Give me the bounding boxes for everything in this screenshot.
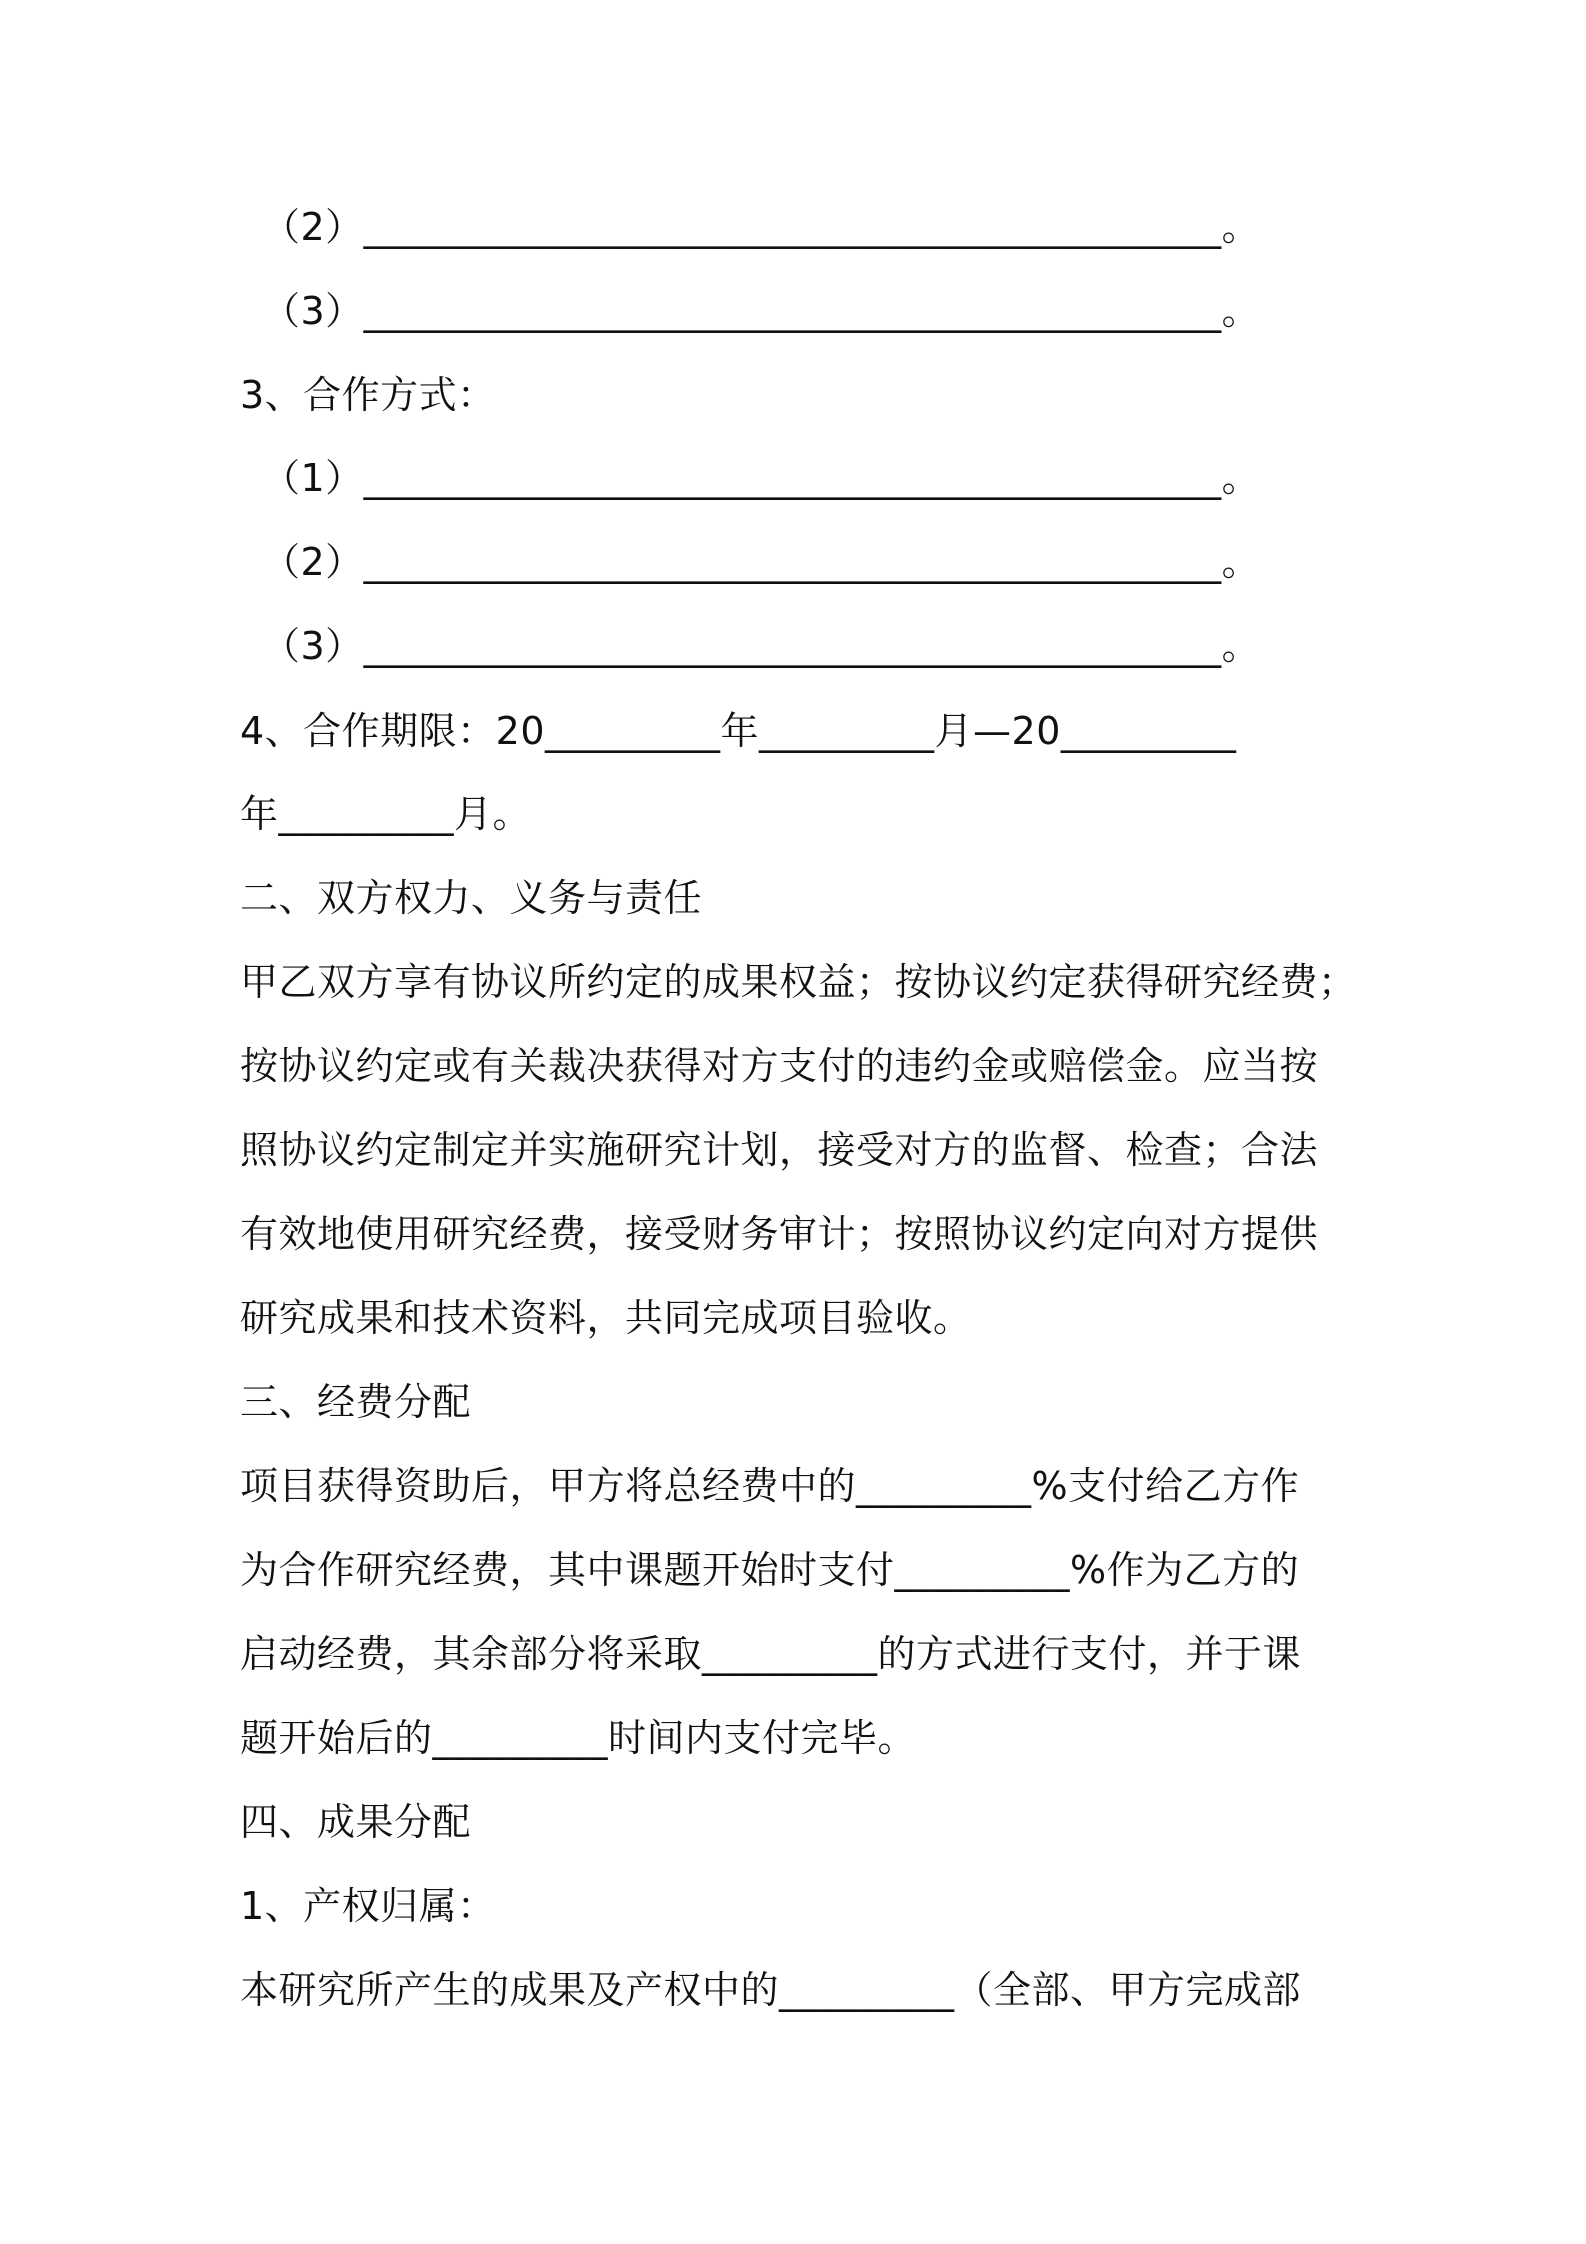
clause-2-item-3: （3）____________________________________________。 [262, 289, 1261, 333]
ownership-heading: 1、产权归属： [240, 1884, 496, 1928]
cooperation-method-heading: 3、合作方式： [240, 373, 496, 417]
ownership-paragraph-line-1: 本研究所产生的成果及产权中的_________（全部、甲方完成部 [240, 1968, 1302, 2012]
cooperation-period-line-1: 4、合作期限：20_________年_________月—20_________ [240, 709, 1237, 753]
cooperation-method-item-2: （2）____________________________________________。 [262, 540, 1261, 584]
section-3-heading: 三、经费分配 [240, 1380, 472, 1424]
section-3-paragraph-line-1: 项目获得资助后，甲方将总经费中的_________%支付给乙方作 [240, 1464, 1300, 1508]
section-2-paragraph-line-5: 研究成果和技术资料，共同完成项目验收。 [240, 1296, 972, 1340]
section-2-paragraph-line-3: 照协议约定制定并实施研究计划，接受对方的监督、检查；合法 [240, 1128, 1319, 1172]
section-2-paragraph-line-2: 按协议约定或有关裁决获得对方支付的违约金或赔偿金。应当按 [240, 1044, 1319, 1088]
section-2-heading: 二、双方权力、义务与责任 [240, 876, 703, 920]
cooperation-method-item-1: （1）____________________________________________。 [262, 456, 1261, 500]
cooperation-method-item-3: （3）____________________________________________。 [262, 624, 1261, 668]
section-4-heading: 四、成果分配 [240, 1800, 472, 1844]
clause-2-item-2: （2）____________________________________________。 [262, 205, 1261, 249]
section-2-paragraph-line-1: 甲乙双方享有协议所约定的成果权益；按协议约定获得研究经费； [240, 960, 1357, 1004]
cooperation-period-line-2: 年_________月。 [240, 792, 532, 836]
section-2-paragraph-line-4: 有效地使用研究经费，接受财务审计；按照协议约定向对方提供 [240, 1212, 1319, 1256]
section-3-paragraph-line-2: 为合作研究经费，其中课题开始时支付_________%作为乙方的 [240, 1548, 1300, 1592]
section-3-paragraph-line-3: 启动经费，其余部分将采取_________的方式进行支付，并于课 [240, 1632, 1302, 1676]
section-3-paragraph-line-4: 题开始后的_________时间内支付完毕。 [240, 1716, 917, 1760]
